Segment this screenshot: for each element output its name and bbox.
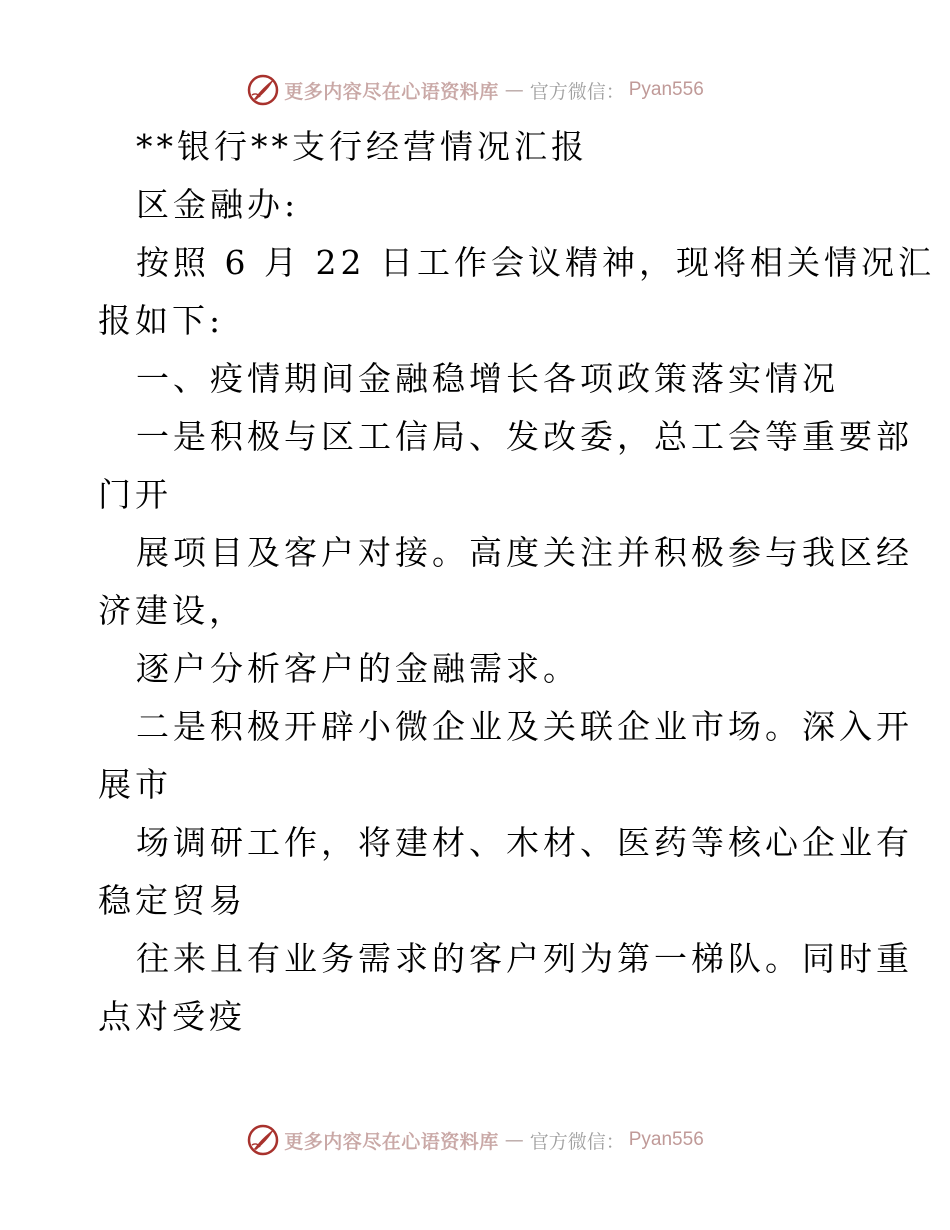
paragraph-line: 按照 6 月 22 日工作会议精神，现将相关情况汇 xyxy=(136,243,935,282)
document-body xyxy=(98,118,935,1046)
document-recipient: 区金融办: xyxy=(136,185,300,224)
watermark-site-text: 更多内容尽在心语资料库 xyxy=(284,80,499,103)
paragraph-line: 往来且有业务需求的客户列为第一梯队。同时重 xyxy=(136,939,913,978)
section-heading: 一、疫情期间金融稳增长各项政策落实情况 xyxy=(136,359,839,398)
watermark-wechat-label: 官方微信： xyxy=(529,80,625,103)
paragraph-line: 稳定贸易 xyxy=(98,881,246,920)
paragraph-line: 二是积极开辟小微企业及关联企业市场。深入开 xyxy=(136,707,913,746)
paragraph-line: 逐户分析客户的金融需求。 xyxy=(136,649,580,688)
paragraph-line: 点对受疫 xyxy=(98,997,246,1036)
watermark-wechat-label: 官方微信： xyxy=(529,1130,625,1153)
watermark xyxy=(246,73,704,107)
watermark xyxy=(246,1123,704,1157)
watermark-dash: — xyxy=(504,1129,524,1151)
watermark-wechat-id: Pyan556 xyxy=(628,79,704,100)
document-title: **银行**支行经营情况汇报 xyxy=(136,127,588,166)
paragraph-line: 展市 xyxy=(98,765,172,804)
paragraph-line: 报如下: xyxy=(98,301,225,340)
watermark-dash: — xyxy=(504,79,524,101)
watermark-wechat-id: Pyan556 xyxy=(628,1129,704,1150)
page-header-watermark xyxy=(0,70,950,110)
paragraph-line: 展项目及客户对接。高度关注并积极参与我区经 xyxy=(136,533,913,572)
quill-logo-icon xyxy=(246,1123,280,1157)
quill-logo-icon xyxy=(246,73,280,107)
watermark-site-text: 更多内容尽在心语资料库 xyxy=(284,1130,499,1153)
paragraph-line: 门开 xyxy=(98,475,172,514)
paragraph-line: 济建设， xyxy=(98,591,246,630)
page-footer-watermark xyxy=(0,1120,950,1160)
paragraph-line: 一是积极与区工信局、发改委，总工会等重要部 xyxy=(136,417,913,456)
paragraph-line: 场调研工作，将建材、木材、医药等核心企业有 xyxy=(136,823,913,862)
